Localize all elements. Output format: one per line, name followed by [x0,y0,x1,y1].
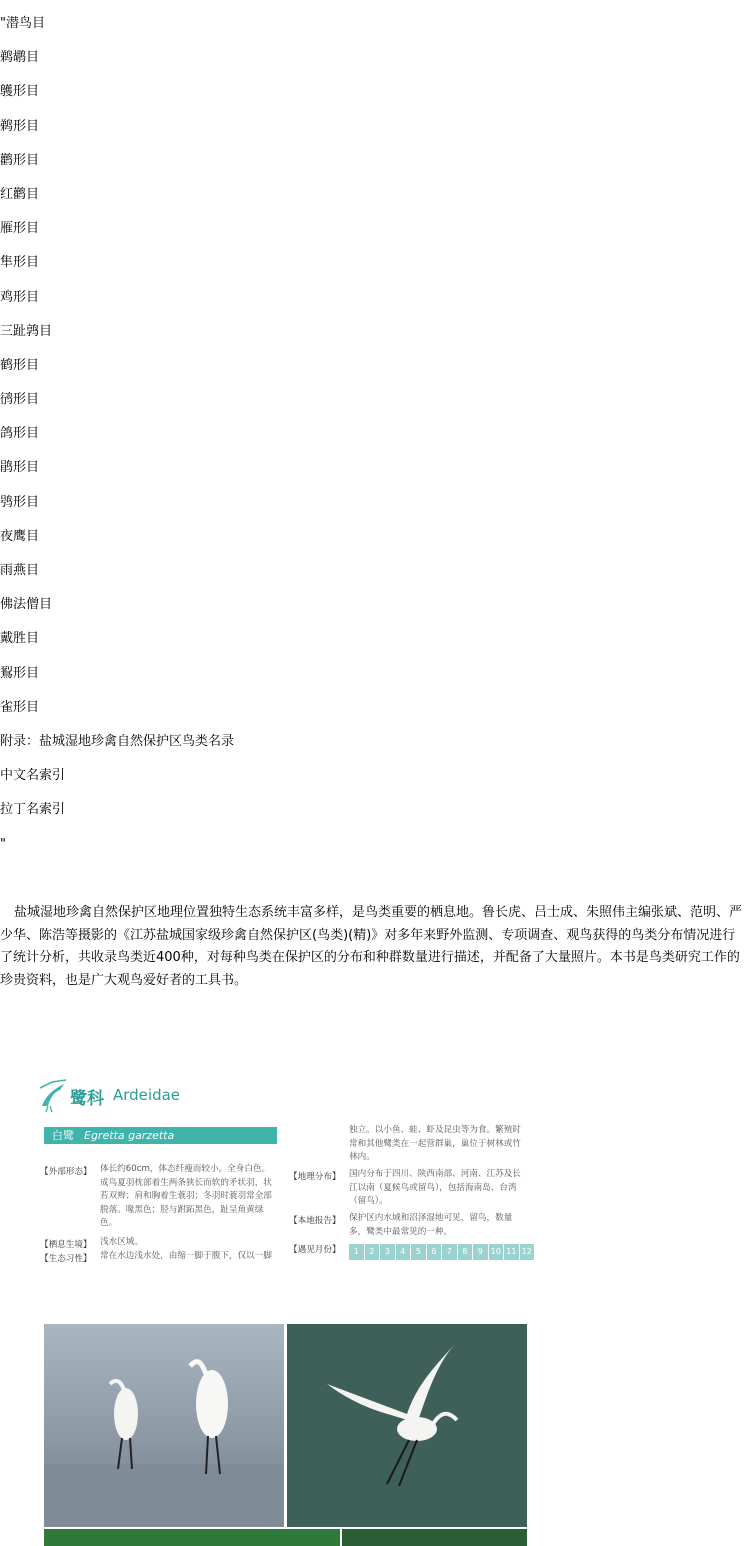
toc-item: 鹱形目 [0,84,40,100]
toc-item: 鸮形目 [0,494,40,510]
egret-photo-green-left [44,1529,340,1546]
toc-item: 鹈形目 [0,118,40,134]
month-row [349,1244,535,1260]
toc-item: 鹈鹕目 [0,50,40,66]
bird-logo-icon [38,1076,68,1114]
label-months: 【遇见月份】 [289,1245,341,1255]
toc-item: 雀形目 [0,699,40,715]
month-cell: 5 [411,1244,426,1260]
toc-item: 红鹳目 [0,186,40,202]
month-cell: 2 [365,1244,380,1260]
toc-item: "潜鸟目 [0,16,45,31]
toc-item: 三趾鹑目 [0,323,53,339]
table-of-contents [0,14,750,869]
family-chinese-name: 鹭科 [70,1089,104,1109]
month-cell: 8 [458,1244,473,1260]
book-summary: 盐城湿地珍禽自然保护区地理位置独特生态系统丰富多样，是鸟类重要的栖息地。鲁长虎、吕士成、朱照伟主编张斌、范明、严少华、陈浩等摄影的《江苏盐城国家级珍禽自然保护区(鸟类)(精)》对多年来野外监测、专项调查、观鸟获得的鸟类分布情况进行了统计分析，共收录鸟类近400种，对每种鸟类在保护区的分布和种群数量进行描述，并配备了大量照片。本书是鸟类研究工作的珍贵资料，也是广大观鸟爱好者的工具书。 [0,905,743,988]
species-header [44,1127,277,1144]
toc-item: 雨燕目 [0,563,40,578]
month-cell: 11 [504,1244,519,1260]
toc-item: 隼形目 [0,255,40,271]
month-cell: 1 [349,1244,364,1260]
label-habitat: 【栖息生境】 [40,1240,92,1250]
toc-item: 鸽形目 [0,426,40,442]
toc-item: 附录：盐城湿地珍禽自然保护区鸟类名录 [0,733,235,749]
egret-photo-standing [44,1324,284,1527]
label-habits: 【生态习性】 [40,1254,92,1264]
toc-item: 雁形目 [0,221,40,237]
toc-item: 鹃形目 [0,460,40,476]
text-morphology: 体长约60cm，体态纤瘦而较小。全身白色。成鸟夏羽枕部着生两条狭长而软的矛状羽，状若双辫；肩和胸着生蓑羽；冬羽时蓑羽常全部脱落。喙黑色；胫与跗跖黑色，趾呈角黄绿色。 [100,1164,272,1228]
month-cell: 6 [427,1244,442,1260]
month-cell: 10 [489,1244,504,1260]
month-cell: 12 [520,1244,535,1260]
toc-item: 鹤形目 [0,357,40,373]
toc-item: " [0,836,6,852]
label-morphology: 【外部形态】 [40,1167,92,1177]
month-cell: 7 [442,1244,457,1260]
toc-item: 鴷形目 [0,665,40,681]
toc-item: 佛法僧目 [0,597,53,613]
month-cell: 9 [473,1244,488,1260]
toc-item: 中文名索引 [0,768,66,784]
text-habits-continued: 独立。以小鱼、蛙、虾及昆虫等为食。繁殖时常和其他鹭类在一起营群巢，巢位于树林或竹林内。 [349,1125,521,1162]
text-distribution: 国内分布于四川、陕西南部、河南、江苏及长江以南（夏候鸟或留鸟），包括海南岛、台湾（留鸟）。 [349,1169,521,1206]
toc-item: 拉丁名索引 [0,802,66,818]
text-local-report: 保护区内水域和沼泽湿地可见，留鸟，数量多，鹭类中最常见的一种。 [349,1213,513,1237]
label-distribution: 【地理分布】 [289,1172,341,1182]
toc-item: 戴胜目 [0,631,40,647]
family-latin-name: Ardeidae [113,1086,181,1104]
species-latin-name: Egretta garzetta [84,1129,175,1142]
toc-item: 鸡形目 [0,289,40,305]
toc-item: 鹳形目 [0,152,40,168]
label-local-report: 【本地报告】 [289,1216,341,1226]
text-habitat: 浅水区域。 [100,1237,143,1247]
text-habits: 常在水边浅水处，由缩一脚于腹下，仅以一脚 [100,1251,272,1261]
toc-item: 鸻形目 [0,392,40,408]
egret-photo-flying [287,1324,527,1527]
month-cell: 4 [396,1244,411,1260]
toc-item: 夜鹰目 [0,528,40,544]
egret-photo-green-right [342,1529,527,1546]
month-cell: 3 [380,1244,395,1260]
sample-page-image [0,1062,540,1546]
species-chinese-name: 白鹭 [52,1129,74,1142]
